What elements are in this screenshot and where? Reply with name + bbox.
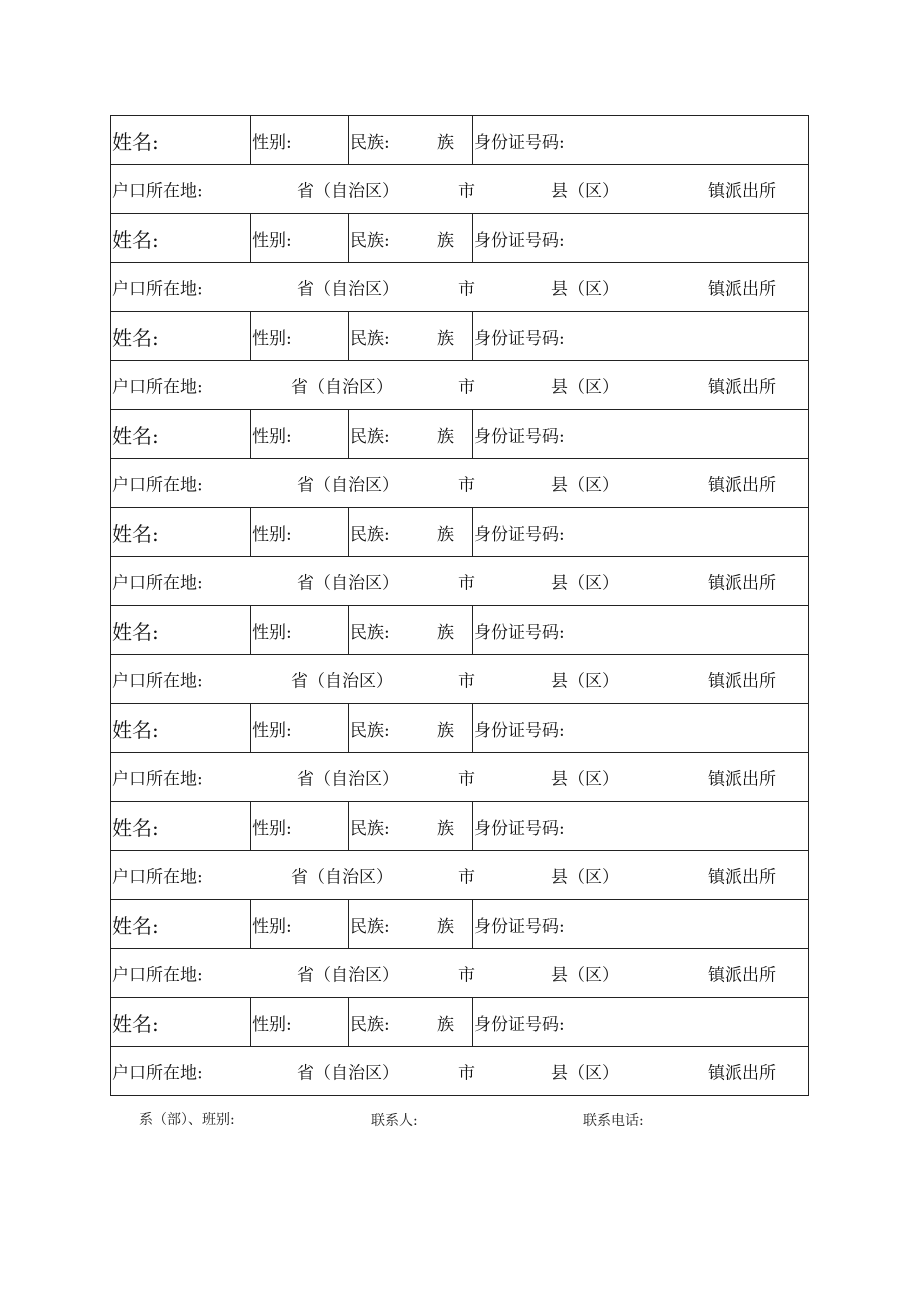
ethnicity-suffix: 族 <box>437 720 454 741</box>
gender-label: 性别: <box>252 622 292 643</box>
gender-cell[interactable] <box>251 802 349 851</box>
id-number-cell[interactable] <box>473 998 809 1047</box>
contact-person-label: 联系人: <box>371 1113 418 1129</box>
ethnicity-suffix: 族 <box>437 328 454 349</box>
gender-cell[interactable] <box>251 312 349 361</box>
person-info-row <box>111 116 809 165</box>
county-label: 县（区） <box>551 279 619 300</box>
ethnicity-cell[interactable] <box>349 312 473 361</box>
name-label: 姓名: <box>112 815 159 840</box>
household-label: 户口所在地: <box>112 671 203 692</box>
name-label: 姓名: <box>112 129 159 154</box>
name-cell[interactable] <box>111 606 251 655</box>
gender-label: 性别: <box>252 328 292 349</box>
ethnicity-label: 民族: <box>350 622 390 643</box>
household-row <box>111 753 809 802</box>
province-label: 省（自治区） <box>297 965 399 986</box>
form-footer <box>0 1110 920 1160</box>
gender-cell[interactable] <box>251 998 349 1047</box>
station-label: 镇派出所 <box>708 573 776 594</box>
ethnicity-suffix: 族 <box>437 426 454 447</box>
ethnicity-suffix: 族 <box>437 818 454 839</box>
county-label: 县（区） <box>551 1063 619 1084</box>
county-label: 县（区） <box>551 181 619 202</box>
person-info-row <box>111 998 809 1047</box>
ethnicity-label: 民族: <box>350 132 390 153</box>
station-label: 镇派出所 <box>708 377 776 398</box>
ethnicity-cell[interactable] <box>349 214 473 263</box>
household-row <box>111 361 809 410</box>
id-number-cell[interactable] <box>473 410 809 459</box>
ethnicity-label: 民族: <box>350 1014 390 1035</box>
household-row <box>111 1047 809 1096</box>
ethnicity-label: 民族: <box>350 524 390 545</box>
station-label: 镇派出所 <box>708 867 776 888</box>
household-label: 户口所在地: <box>112 867 203 888</box>
ethnicity-cell[interactable] <box>349 802 473 851</box>
name-cell[interactable] <box>111 998 251 1047</box>
station-label: 镇派出所 <box>708 671 776 692</box>
station-label: 镇派出所 <box>708 279 776 300</box>
ethnicity-cell[interactable] <box>349 704 473 753</box>
county-label: 县（区） <box>551 377 619 398</box>
station-label: 镇派出所 <box>708 965 776 986</box>
gender-label: 性别: <box>252 132 292 153</box>
gender-label: 性别: <box>252 1014 292 1035</box>
household-cell[interactable] <box>111 459 809 508</box>
province-label: 省（自治区） <box>291 867 393 888</box>
county-label: 县（区） <box>551 475 619 496</box>
province-label: 省（自治区） <box>291 377 393 398</box>
ethnicity-label: 民族: <box>350 426 390 447</box>
province-label: 省（自治区） <box>297 573 399 594</box>
province-label: 省（自治区） <box>291 671 393 692</box>
gender-label: 性别: <box>252 524 292 545</box>
contact-phone-label: 联系电话: <box>583 1113 644 1129</box>
id-number-cell[interactable] <box>473 116 809 165</box>
household-label: 户口所在地: <box>112 1063 203 1084</box>
name-cell[interactable] <box>111 900 251 949</box>
name-cell[interactable] <box>111 508 251 557</box>
household-row <box>111 165 809 214</box>
ethnicity-label: 民族: <box>350 230 390 251</box>
person-info-row <box>111 802 809 851</box>
city-label: 市 <box>458 769 475 790</box>
household-label: 户口所在地: <box>112 573 203 594</box>
ethnicity-cell[interactable] <box>349 410 473 459</box>
name-label: 姓名: <box>112 521 159 546</box>
gender-cell[interactable] <box>251 410 349 459</box>
ethnicity-label: 民族: <box>350 720 390 741</box>
id-number-label: 身份证号码: <box>474 1014 565 1035</box>
ethnicity-label: 民族: <box>350 818 390 839</box>
household-row <box>111 263 809 312</box>
household-cell[interactable] <box>111 851 809 900</box>
name-cell[interactable] <box>111 214 251 263</box>
id-number-cell[interactable] <box>473 606 809 655</box>
city-label: 市 <box>458 671 475 692</box>
province-label: 省（自治区） <box>297 1063 399 1084</box>
name-label: 姓名: <box>112 913 159 938</box>
id-number-label: 身份证号码: <box>474 328 565 349</box>
city-label: 市 <box>458 1063 475 1084</box>
name-label: 姓名: <box>112 325 159 350</box>
household-label: 户口所在地: <box>112 769 203 790</box>
person-info-row <box>111 312 809 361</box>
household-row <box>111 655 809 704</box>
ethnicity-cell[interactable] <box>349 998 473 1047</box>
id-number-label: 身份证号码: <box>474 230 565 251</box>
household-cell[interactable] <box>111 1047 809 1096</box>
city-label: 市 <box>458 573 475 594</box>
id-number-cell[interactable] <box>473 214 809 263</box>
station-label: 镇派出所 <box>708 769 776 790</box>
ethnicity-cell[interactable] <box>349 116 473 165</box>
household-label: 户口所在地: <box>112 965 203 986</box>
id-number-cell[interactable] <box>473 508 809 557</box>
gender-label: 性别: <box>252 426 292 447</box>
ethnicity-suffix: 族 <box>437 524 454 545</box>
name-label: 姓名: <box>112 1011 159 1036</box>
county-label: 县（区） <box>551 965 619 986</box>
province-label: 省（自治区） <box>297 769 399 790</box>
ethnicity-suffix: 族 <box>437 916 454 937</box>
province-label: 省（自治区） <box>297 475 399 496</box>
person-info-row <box>111 508 809 557</box>
county-label: 县（区） <box>551 671 619 692</box>
city-label: 市 <box>458 965 475 986</box>
city-label: 市 <box>458 279 475 300</box>
household-cell[interactable] <box>111 361 809 410</box>
person-info-row <box>111 704 809 753</box>
household-row <box>111 949 809 998</box>
registration-table <box>110 115 809 1096</box>
province-label: 省（自治区） <box>297 279 399 300</box>
name-label: 姓名: <box>112 227 159 252</box>
name-label: 姓名: <box>112 717 159 742</box>
gender-label: 性别: <box>252 916 292 937</box>
household-label: 户口所在地: <box>112 475 203 496</box>
household-label: 户口所在地: <box>112 181 203 202</box>
ethnicity-label: 民族: <box>350 916 390 937</box>
ethnicity-label: 民族: <box>350 328 390 349</box>
gender-label: 性别: <box>252 720 292 741</box>
gender-cell[interactable] <box>251 508 349 557</box>
gender-label: 性别: <box>252 230 292 251</box>
person-info-row <box>111 214 809 263</box>
id-number-cell[interactable] <box>473 312 809 361</box>
person-info-row <box>111 606 809 655</box>
id-number-label: 身份证号码: <box>474 720 565 741</box>
name-cell[interactable] <box>111 704 251 753</box>
gender-cell[interactable] <box>251 214 349 263</box>
id-number-cell[interactable] <box>473 704 809 753</box>
household-row <box>111 557 809 606</box>
county-label: 县（区） <box>551 769 619 790</box>
household-cell[interactable] <box>111 753 809 802</box>
gender-cell[interactable] <box>251 116 349 165</box>
gender-label: 性别: <box>252 818 292 839</box>
person-info-row <box>111 900 809 949</box>
id-number-cell[interactable] <box>473 802 809 851</box>
name-cell[interactable] <box>111 312 251 361</box>
person-info-row <box>111 410 809 459</box>
name-label: 姓名: <box>112 423 159 448</box>
ethnicity-suffix: 族 <box>437 230 454 251</box>
department-class-label: 系（部）、班别: <box>139 1112 235 1128</box>
city-label: 市 <box>458 181 475 202</box>
city-label: 市 <box>458 867 475 888</box>
id-number-cell[interactable] <box>473 900 809 949</box>
household-label: 户口所在地: <box>112 279 203 300</box>
ethnicity-cell[interactable] <box>349 900 473 949</box>
household-cell[interactable] <box>111 557 809 606</box>
gender-cell[interactable] <box>251 606 349 655</box>
city-label: 市 <box>458 475 475 496</box>
registration-table-body <box>111 116 809 1096</box>
household-cell[interactable] <box>111 949 809 998</box>
station-label: 镇派出所 <box>708 475 776 496</box>
province-label: 省（自治区） <box>297 181 399 202</box>
ethnicity-suffix: 族 <box>437 622 454 643</box>
county-label: 县（区） <box>551 573 619 594</box>
household-cell[interactable] <box>111 263 809 312</box>
id-number-label: 身份证号码: <box>474 426 565 447</box>
ethnicity-suffix: 族 <box>437 1014 454 1035</box>
gender-cell[interactable] <box>251 900 349 949</box>
station-label: 镇派出所 <box>708 181 776 202</box>
ethnicity-suffix: 族 <box>437 132 454 153</box>
household-row <box>111 851 809 900</box>
household-row <box>111 459 809 508</box>
household-cell[interactable] <box>111 655 809 704</box>
name-cell[interactable] <box>111 116 251 165</box>
id-number-label: 身份证号码: <box>474 132 565 153</box>
id-number-label: 身份证号码: <box>474 622 565 643</box>
station-label: 镇派出所 <box>708 1063 776 1084</box>
ethnicity-cell[interactable] <box>349 606 473 655</box>
gender-cell[interactable] <box>251 704 349 753</box>
household-label: 户口所在地: <box>112 377 203 398</box>
household-cell[interactable] <box>111 165 809 214</box>
id-number-label: 身份证号码: <box>474 818 565 839</box>
city-label: 市 <box>458 377 475 398</box>
id-number-label: 身份证号码: <box>474 524 565 545</box>
county-label: 县（区） <box>551 867 619 888</box>
name-cell[interactable] <box>111 802 251 851</box>
ethnicity-cell[interactable] <box>349 508 473 557</box>
name-cell[interactable] <box>111 410 251 459</box>
name-label: 姓名: <box>112 619 159 644</box>
id-number-label: 身份证号码: <box>474 916 565 937</box>
